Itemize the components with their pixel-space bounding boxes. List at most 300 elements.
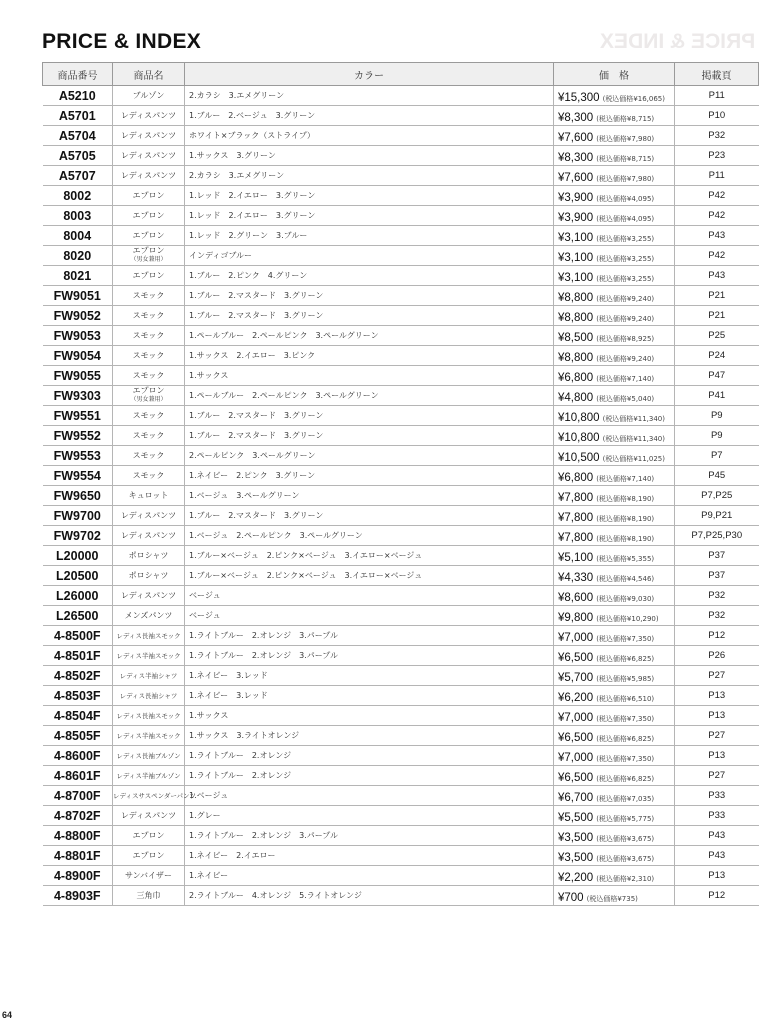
product-color: ベージュ <box>185 586 554 606</box>
product-price <box>554 326 675 346</box>
product-code: 4-8601F <box>43 766 113 786</box>
product-color: 1.ネイビー 2.ピンク 3.グリーン <box>185 466 554 486</box>
product-name <box>113 826 185 846</box>
product-name-text: レディス長袖シャツ <box>119 691 178 700</box>
product-price <box>554 586 675 606</box>
product-name-text: エプロン <box>132 386 165 395</box>
product-price <box>554 146 675 166</box>
product-color: 1.ブルー 2.ベージュ 3.グリーン <box>185 106 554 126</box>
price-value: ¥8,800 <box>558 292 594 304</box>
product-name <box>113 206 185 226</box>
header-product-name: 商品名 <box>113 63 185 86</box>
product-name-text: レディス長袖スモック <box>116 711 181 720</box>
tax-included-price: (税込価格¥5,040) <box>596 395 655 403</box>
table-row <box>43 466 759 486</box>
price-value: ¥8,500 <box>558 332 594 344</box>
tax-included-price: (税込価格¥4,095) <box>596 215 655 223</box>
product-name-text: ポロシャツ <box>128 570 169 580</box>
table-row <box>43 526 759 546</box>
product-name-text: レディス半袖スモック <box>116 651 181 660</box>
table-row <box>43 446 759 466</box>
product-color: 1.ライトブルー 2.オレンジ 3.パープル <box>185 826 554 846</box>
tax-label: 税込価格 <box>598 775 627 783</box>
product-price <box>554 246 675 266</box>
product-name <box>113 266 185 286</box>
table-row <box>43 846 759 866</box>
product-code: 8021 <box>43 266 113 286</box>
tax-label: 税込価格 <box>598 215 627 223</box>
catalog-page: P42 <box>675 206 759 226</box>
price-value: ¥6,200 <box>558 692 594 704</box>
product-price <box>554 186 675 206</box>
table-row <box>43 666 759 686</box>
catalog-page: P9 <box>675 406 759 426</box>
tax-label: 税込価格 <box>598 815 627 823</box>
catalog-page: P42 <box>675 186 759 206</box>
catalog-page: P37 <box>675 566 759 586</box>
product-color: 1.レッド 2.イエロー 3.グリーン <box>185 186 554 206</box>
product-name <box>113 866 185 886</box>
product-code: FW9303 <box>43 386 113 406</box>
tax-value: ¥4,095 <box>626 195 652 203</box>
price-value: ¥9,800 <box>558 612 594 624</box>
product-name <box>113 286 185 306</box>
price-value: ¥15,300 <box>558 92 600 104</box>
product-price <box>554 86 675 106</box>
price-value: ¥10,800 <box>558 432 600 444</box>
tax-value: ¥7,350 <box>626 715 652 723</box>
product-name <box>113 306 185 326</box>
tax-value: ¥11,340 <box>633 415 663 423</box>
tax-included-price: (税込価格¥7,350) <box>596 635 655 643</box>
catalog-page: P21 <box>675 286 759 306</box>
product-price <box>554 466 675 486</box>
product-color: 1.ベージュ 2.ペールピンク 3.ペールグリーン <box>185 526 554 546</box>
product-price <box>554 666 675 686</box>
product-price <box>554 286 675 306</box>
product-price <box>554 406 675 426</box>
product-color: 1.ペールブルー 2.ペールピンク 3.ペールグリーン <box>185 386 554 406</box>
catalog-page: P24 <box>675 346 759 366</box>
product-code: L20000 <box>43 546 113 566</box>
product-name-text: キュロット <box>128 490 169 500</box>
tax-value: ¥8,190 <box>626 515 652 523</box>
product-name-text: スモック <box>132 330 165 340</box>
table-row <box>43 406 759 426</box>
price-value: ¥6,500 <box>558 652 594 664</box>
product-name <box>113 686 185 706</box>
price-value: ¥2,200 <box>558 872 594 884</box>
product-color: 1.ブルー 2.マスタード 3.グリーン <box>185 286 554 306</box>
tax-label: 税込価格 <box>598 335 627 343</box>
product-code: 8002 <box>43 186 113 206</box>
price-value: ¥8,800 <box>558 352 594 364</box>
product-name <box>113 346 185 366</box>
product-color: 1.ブルー×ベージュ 2.ピンク×ベージュ 3.イエロー×ベージュ <box>185 566 554 586</box>
tax-value: ¥7,980 <box>626 135 652 143</box>
product-code: FW9650 <box>43 486 113 506</box>
product-code: 4-8801F <box>43 846 113 866</box>
catalog-page: P43 <box>675 846 759 866</box>
table-row <box>43 566 759 586</box>
tax-value: ¥3,675 <box>626 835 652 843</box>
product-name-text: エプロン <box>132 210 165 220</box>
tax-label: 税込価格 <box>598 195 627 203</box>
product-code: FW9054 <box>43 346 113 366</box>
product-name-text: レディスパンツ <box>120 170 177 180</box>
product-color: 1.ネイビー 3.レッド <box>185 686 554 706</box>
product-code: 8003 <box>43 206 113 226</box>
tax-included-price: (税込価格¥8,715) <box>596 115 655 123</box>
product-name <box>113 626 185 646</box>
product-name-text: レディスパンツ <box>120 590 177 600</box>
tax-label: 税込価格 <box>598 695 627 703</box>
catalog-page: P9,P21 <box>675 506 759 526</box>
tax-included-price: (税込価格¥8,190) <box>596 515 655 523</box>
price-value: ¥4,330 <box>558 572 594 584</box>
catalog-page: P13 <box>675 686 759 706</box>
catalog-page: P7,P25 <box>675 486 759 506</box>
product-name-text: レディスパンツ <box>120 150 177 160</box>
product-code: FW9554 <box>43 466 113 486</box>
product-price <box>554 626 675 646</box>
product-code: 4-8503F <box>43 686 113 706</box>
catalog-page: P9 <box>675 426 759 446</box>
product-name-text: レディス半袖シャツ <box>119 671 178 680</box>
tax-label: 税込価格 <box>598 395 627 403</box>
product-price <box>554 506 675 526</box>
price-value: ¥3,100 <box>558 252 594 264</box>
table-row <box>43 386 759 406</box>
product-code: L26500 <box>43 606 113 626</box>
product-price <box>554 306 675 326</box>
tax-included-price: (税込価格¥7,140) <box>596 375 655 383</box>
catalog-page: P26 <box>675 646 759 666</box>
product-color: 1.ライトブルー 2.オレンジ <box>185 746 554 766</box>
product-color: インディゴブルー <box>185 246 554 266</box>
tax-label: 税込価格 <box>598 115 627 123</box>
product-name-text: サンバイザー <box>124 870 173 880</box>
tax-value: ¥9,240 <box>626 315 652 323</box>
catalog-page: P27 <box>675 766 759 786</box>
product-color: 1.ブルー 2.マスタード 3.グリーン <box>185 306 554 326</box>
table-row <box>43 506 759 526</box>
tax-label: 税込価格 <box>605 95 634 103</box>
tax-value: ¥4,095 <box>626 215 652 223</box>
tax-included-price: (税込価格¥6,510) <box>596 695 655 703</box>
product-code: 4-8700F <box>43 786 113 806</box>
tax-value: ¥9,240 <box>626 355 652 363</box>
product-price <box>554 126 675 146</box>
product-name <box>113 806 185 826</box>
product-price <box>554 846 675 866</box>
tax-label: 税込価格 <box>598 315 627 323</box>
product-code: 4-8702F <box>43 806 113 826</box>
catalog-page: P12 <box>675 626 759 646</box>
price-value: ¥7,800 <box>558 512 594 524</box>
price-value: ¥6,500 <box>558 732 594 744</box>
tax-label: 税込価格 <box>598 535 627 543</box>
price-index-table <box>42 62 759 906</box>
tax-label: 税込価格 <box>605 455 634 463</box>
tax-label: 税込価格 <box>598 615 627 623</box>
tax-label: 税込価格 <box>598 595 627 603</box>
table-row <box>43 806 759 826</box>
product-name-text: スモック <box>132 290 165 300</box>
product-name-text: スモック <box>132 350 165 360</box>
price-value: ¥7,000 <box>558 632 594 644</box>
product-name-text: スモック <box>132 370 165 380</box>
tax-included-price: (税込価格¥3,675) <box>596 835 655 843</box>
product-price <box>554 886 675 906</box>
product-color: 1.ライトブルー 2.オレンジ <box>185 766 554 786</box>
table-row <box>43 226 759 246</box>
product-code: 8004 <box>43 226 113 246</box>
product-name <box>113 386 185 406</box>
tax-value: ¥6,825 <box>626 655 652 663</box>
price-value: ¥8,300 <box>558 152 594 164</box>
product-code: FW9551 <box>43 406 113 426</box>
price-value: ¥700 <box>558 892 584 904</box>
catalog-page: P23 <box>675 146 759 166</box>
product-price <box>554 426 675 446</box>
product-price <box>554 646 675 666</box>
price-value: ¥10,500 <box>558 452 600 464</box>
tax-label: 税込価格 <box>598 555 627 563</box>
price-value: ¥7,800 <box>558 492 594 504</box>
product-price <box>554 526 675 546</box>
catalog-page: P37 <box>675 546 759 566</box>
tax-label: 税込価格 <box>598 575 627 583</box>
product-name <box>113 646 185 666</box>
table-row <box>43 426 759 446</box>
product-name <box>113 246 185 266</box>
product-code: A5704 <box>43 126 113 146</box>
tax-included-price: (税込価格¥8,715) <box>596 155 655 163</box>
tax-included-price: (税込価格¥8,190) <box>596 495 655 503</box>
product-code: FW9053 <box>43 326 113 346</box>
product-name <box>113 366 185 386</box>
product-name-text: エプロン <box>132 270 165 280</box>
catalog-page: P45 <box>675 466 759 486</box>
product-name <box>113 886 185 906</box>
tax-label: 税込価格 <box>598 375 627 383</box>
tax-included-price: (税込価格¥3,675) <box>596 855 655 863</box>
product-name-text: エプロン <box>132 246 165 255</box>
tax-value: ¥3,675 <box>626 855 652 863</box>
show-through-title: PRICE & INDEX <box>599 30 755 53</box>
tax-included-price: (税込価格¥3,255) <box>596 275 655 283</box>
tax-included-price: (税込価格¥16,065) <box>602 95 665 103</box>
price-value: ¥3,100 <box>558 272 594 284</box>
header-page: 掲載頁 <box>675 63 759 86</box>
product-name-text: メンズパンツ <box>124 610 173 620</box>
product-code: L20500 <box>43 566 113 586</box>
tax-label: 税込価格 <box>598 655 627 663</box>
product-code: 4-8502F <box>43 666 113 686</box>
tax-value: ¥5,985 <box>626 675 652 683</box>
product-name <box>113 726 185 746</box>
header-row <box>43 63 759 86</box>
product-price <box>554 806 675 826</box>
product-code: FW9052 <box>43 306 113 326</box>
product-name-text: スモック <box>132 430 165 440</box>
tax-included-price: (税込価格¥7,350) <box>596 715 655 723</box>
product-price <box>554 486 675 506</box>
catalog-page: P43 <box>675 826 759 846</box>
product-color: 1.レッド 2.グリーン 3.ブルー <box>185 226 554 246</box>
product-color: 1.レッド 2.イエロー 3.グリーン <box>185 206 554 226</box>
product-price <box>554 826 675 846</box>
tax-label: 税込価格 <box>598 155 627 163</box>
price-value: ¥8,600 <box>558 592 594 604</box>
tax-included-price: (税込価格¥735) <box>586 895 638 903</box>
product-price <box>554 366 675 386</box>
product-color: 1.ネイビー 2.イエロー <box>185 846 554 866</box>
price-value: ¥3,900 <box>558 212 594 224</box>
header-product-code: 商品番号 <box>43 63 113 86</box>
product-code: 4-8900F <box>43 866 113 886</box>
price-value: ¥4,800 <box>558 392 594 404</box>
price-value: ¥6,800 <box>558 472 594 484</box>
table-row <box>43 266 759 286</box>
table-row <box>43 706 759 726</box>
product-name-text: レディスパンツ <box>120 510 177 520</box>
product-price <box>554 446 675 466</box>
tax-label: 税込価格 <box>598 715 627 723</box>
tax-value: ¥10,290 <box>626 615 656 623</box>
product-name-text: スモック <box>132 470 165 480</box>
catalog-page: P32 <box>675 606 759 626</box>
tax-value: ¥8,190 <box>626 495 652 503</box>
product-name <box>113 126 185 146</box>
tax-value: ¥8,190 <box>626 535 652 543</box>
product-name <box>113 606 185 626</box>
catalog-page: P32 <box>675 126 759 146</box>
table-row <box>43 646 759 666</box>
price-value: ¥3,100 <box>558 232 594 244</box>
product-name-text: レディスサスペンダーパンツ <box>113 791 197 800</box>
product-price <box>554 106 675 126</box>
table-row <box>43 206 759 226</box>
product-code: A5705 <box>43 146 113 166</box>
price-value: ¥6,800 <box>558 372 594 384</box>
product-name-text: レディスパンツ <box>120 110 177 120</box>
price-value: ¥7,000 <box>558 712 594 724</box>
product-color: 1.ネイビー 3.レッド <box>185 666 554 686</box>
product-name <box>113 666 185 686</box>
price-value: ¥10,800 <box>558 412 600 424</box>
table-row <box>43 246 759 266</box>
product-price <box>554 606 675 626</box>
product-color: 1.ブルー 2.マスタード 3.グリーン <box>185 506 554 526</box>
catalog-page: P32 <box>675 586 759 606</box>
table-row <box>43 146 759 166</box>
product-name <box>113 846 185 866</box>
product-color: 1.ペールブルー 2.ペールピンク 3.ペールグリーン <box>185 326 554 346</box>
product-code: FW9051 <box>43 286 113 306</box>
catalog-page: P12 <box>675 886 759 906</box>
tax-value: ¥7,350 <box>626 755 652 763</box>
tax-value: ¥16,065 <box>633 95 663 103</box>
table-row <box>43 346 759 366</box>
price-value: ¥3,900 <box>558 192 594 204</box>
product-name <box>113 526 185 546</box>
tax-value: ¥8,715 <box>626 155 652 163</box>
catalog-page: P42 <box>675 246 759 266</box>
product-color: 1.ブルー 2.ピンク 4.グリーン <box>185 266 554 286</box>
product-name <box>113 146 185 166</box>
table-row <box>43 786 759 806</box>
product-name-text: レディス長袖スモック <box>116 631 181 640</box>
tax-label: 税込価格 <box>598 135 627 143</box>
catalog-page: P13 <box>675 706 759 726</box>
tax-included-price: (税込価格¥4,546) <box>596 575 655 583</box>
product-color: 1.グレー <box>185 806 554 826</box>
product-name-text: エプロン <box>132 190 165 200</box>
table-row <box>43 186 759 206</box>
product-price <box>554 726 675 746</box>
catalog-page: P33 <box>675 786 759 806</box>
table-body <box>43 86 759 906</box>
product-name <box>113 446 185 466</box>
product-name <box>113 746 185 766</box>
table-row <box>43 886 759 906</box>
product-name <box>113 426 185 446</box>
product-name-text: エプロン <box>132 850 165 860</box>
product-code: 4-8500F <box>43 626 113 646</box>
product-color: 1.ブルー 2.マスタード 3.グリーン <box>185 426 554 446</box>
tax-label: 税込価格 <box>598 835 627 843</box>
product-color: 1.ネイビー <box>185 866 554 886</box>
table-row <box>43 766 759 786</box>
tax-included-price: (税込価格¥8,190) <box>596 535 655 543</box>
product-color: 1.ブルー 2.マスタード 3.グリーン <box>185 406 554 426</box>
tax-label: 税込価格 <box>598 355 627 363</box>
price-value: ¥7,000 <box>558 752 594 764</box>
product-color: 2.カラシ 3.エメグリーン <box>185 86 554 106</box>
catalog-page: P13 <box>675 746 759 766</box>
product-price <box>554 706 675 726</box>
product-name <box>113 106 185 126</box>
tax-value: ¥4,546 <box>626 575 652 583</box>
product-color: 1.ブルー×ベージュ 2.ピンク×ベージュ 3.イエロー×ベージュ <box>185 546 554 566</box>
product-price <box>554 346 675 366</box>
table-row <box>43 86 759 106</box>
product-color: 1.サックス 3.ライトオレンジ <box>185 726 554 746</box>
tax-included-price: (税込価格¥7,980) <box>596 135 655 143</box>
tax-value: ¥7,140 <box>626 475 652 483</box>
price-value: ¥5,700 <box>558 672 594 684</box>
catalog-page: P27 <box>675 666 759 686</box>
price-value: ¥6,700 <box>558 792 594 804</box>
tax-value: ¥735 <box>617 895 636 903</box>
tax-label: 税込価格 <box>598 235 627 243</box>
product-name <box>113 706 185 726</box>
product-color: 2.ペールピンク 3.ペールグリーン <box>185 446 554 466</box>
table-row <box>43 366 759 386</box>
product-price <box>554 786 675 806</box>
product-name-text: エプロン <box>132 830 165 840</box>
product-price <box>554 206 675 226</box>
product-price <box>554 766 675 786</box>
table-row <box>43 126 759 146</box>
table-row <box>43 606 759 626</box>
tax-included-price: (税込価格¥6,825) <box>596 655 655 663</box>
tax-included-price: (税込価格¥10,290) <box>596 615 659 623</box>
tax-included-price: (税込価格¥4,095) <box>596 195 655 203</box>
product-color: 1.サックス <box>185 366 554 386</box>
